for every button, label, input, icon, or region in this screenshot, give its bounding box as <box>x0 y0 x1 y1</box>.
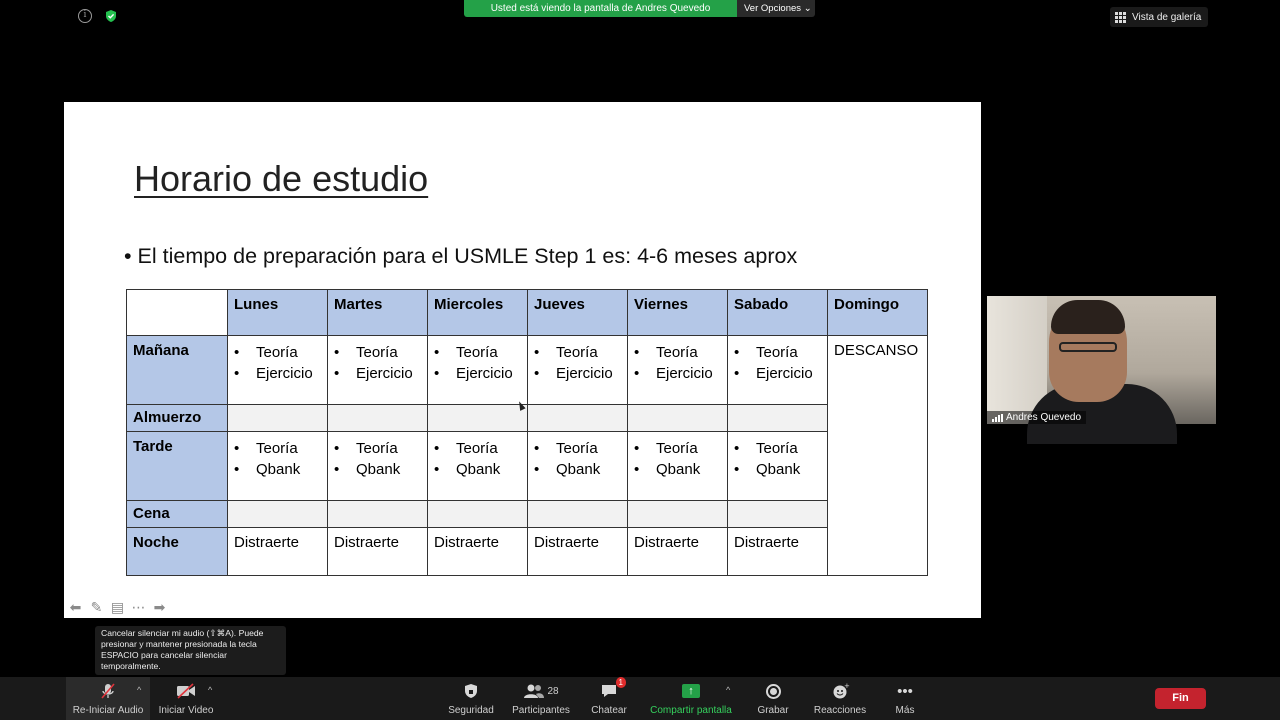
video-options-caret-icon[interactable]: ^ <box>208 685 213 695</box>
header-day: Jueves <box>528 290 628 336</box>
header-day: Martes <box>328 290 428 336</box>
table-cell <box>528 501 628 528</box>
table-cell <box>528 336 628 405</box>
screen-share-banner: Usted está viendo la pantalla de Andres Quevedo <box>464 0 737 17</box>
restart-audio-button[interactable] <box>66 677 150 720</box>
table-cell: Distraerte <box>428 528 528 576</box>
schedule-table <box>126 289 928 576</box>
gallery-view-button[interactable] <box>1110 7 1208 27</box>
table-cell <box>428 501 528 528</box>
share-screen-button[interactable] <box>646 677 736 720</box>
cell-item: • Teoría <box>234 342 321 363</box>
view-options-label: Ver Opciones <box>744 3 802 14</box>
table-cell <box>228 405 328 432</box>
cell-item: • Teoría <box>634 342 721 363</box>
table-row-morning <box>127 336 928 405</box>
cell-item: • Ejercicio <box>534 363 621 384</box>
table-cell <box>628 405 728 432</box>
table-cell <box>728 405 828 432</box>
cell-item: • Ejercicio <box>734 363 821 384</box>
view-options-button[interactable] <box>737 0 815 17</box>
reactions-button[interactable] <box>810 677 870 720</box>
row-label: Almuerzo <box>127 405 228 432</box>
record-icon <box>766 681 781 701</box>
share-screen-icon: ↑ <box>682 681 700 701</box>
cell-item: • Ejercicio <box>234 363 321 384</box>
reactions-label: Reacciones <box>813 705 867 716</box>
unmute-tooltip: Cancelar silenciar mi audio (⇧⌘A). Puede presionar y mantener presionada la tecla ESPACIO para cancelar silenciar temporalmente. <box>95 626 286 675</box>
arrow-left-icon[interactable]: ⬅ <box>69 599 82 615</box>
table-cell: Distraerte <box>728 528 828 576</box>
table-cell <box>628 336 728 405</box>
table-cell: Distraerte <box>628 528 728 576</box>
meeting-toolbar <box>0 677 1280 720</box>
table-cell <box>528 432 628 501</box>
table-row-afternoon <box>127 432 928 501</box>
video-person-glasses <box>1059 342 1117 352</box>
end-meeting-button[interactable]: Fin <box>1155 688 1206 709</box>
table-cell: Distraerte <box>228 528 328 576</box>
slide-bullet-text: El tiempo de preparación para el USMLE Step 1 es: 4-6 meses aprox <box>137 244 798 268</box>
info-icon[interactable]: i <box>78 9 92 23</box>
cell-item: • Teoría <box>734 438 821 459</box>
chat-bubble-icon <box>600 678 623 701</box>
grid-icon <box>1115 12 1126 23</box>
shared-slide <box>64 102 981 618</box>
table-cell <box>428 432 528 501</box>
table-cell <box>628 501 728 528</box>
meeting-status-icons <box>78 9 118 23</box>
cell-item: • Qbank <box>634 459 721 480</box>
row-label: Cena <box>127 501 228 528</box>
signal-strength-icon <box>992 414 1003 422</box>
cell-item: • Qbank <box>534 459 621 480</box>
cell-item: • Qbank <box>234 459 321 480</box>
table-header-row <box>127 290 928 336</box>
share-screen-label: Compartir pantalla <box>650 705 732 716</box>
more-options-icon[interactable]: ⋯ <box>131 599 146 615</box>
microphone-muted-icon <box>99 681 117 701</box>
cell-item: • Qbank <box>334 459 421 480</box>
record-label: Grabar <box>757 705 789 716</box>
table-cell <box>728 432 828 501</box>
participants-label: Participantes <box>512 705 570 716</box>
participants-button[interactable] <box>508 677 574 720</box>
table-cell: Distraerte <box>328 528 428 576</box>
start-video-button[interactable] <box>156 677 216 720</box>
sunday-cell: DESCANSO <box>828 336 928 576</box>
table-corner-cell <box>127 290 228 336</box>
chat-label: Chatear <box>591 705 627 716</box>
cell-item: • Teoría <box>734 342 821 363</box>
table-cell <box>228 501 328 528</box>
cell-item: • Ejercicio <box>634 363 721 384</box>
cell-item: • Teoría <box>434 342 521 363</box>
participants-count: 28 <box>547 685 559 697</box>
table-row-lunch <box>127 405 928 432</box>
cell-item: • Qbank <box>734 459 821 480</box>
table-cell <box>228 336 328 405</box>
table-cell <box>528 405 628 432</box>
cell-item: • Teoría <box>434 438 521 459</box>
row-label: Tarde <box>127 432 228 501</box>
header-day: Miercoles <box>428 290 528 336</box>
table-cell: Distraerte <box>528 528 628 576</box>
cell-item: • Ejercicio <box>434 363 521 384</box>
table-cell <box>428 405 528 432</box>
shield-check-icon[interactable] <box>104 9 118 23</box>
chat-button[interactable] <box>587 677 631 720</box>
table-row-dinner <box>127 501 928 528</box>
video-off-icon <box>176 681 196 701</box>
svg-text:+: + <box>843 681 850 690</box>
video-person-hair <box>1051 300 1125 334</box>
cell-item: • Teoría <box>634 438 721 459</box>
cell-item: • Teoría <box>534 438 621 459</box>
table-row-night <box>127 528 928 576</box>
participant-name-tag <box>987 411 1086 424</box>
gallery-view-label: Vista de galería <box>1132 11 1202 23</box>
record-button[interactable] <box>753 677 793 720</box>
table-cell <box>428 336 528 405</box>
cell-item: • Teoría <box>534 342 621 363</box>
slide-bullet: • El tiempo de preparación para el USMLE Step 1 es: 4-6 meses aprox <box>124 244 798 268</box>
row-label: Mañana <box>127 336 228 405</box>
table-cell <box>628 432 728 501</box>
security-button[interactable] <box>444 677 498 720</box>
chevron-down-icon: ⌄ <box>803 3 812 14</box>
more-button[interactable] <box>888 677 922 720</box>
cell-item: • Teoría <box>234 438 321 459</box>
table-cell <box>728 336 828 405</box>
security-label: Seguridad <box>448 705 494 716</box>
participant-name: Andres Quevedo <box>1006 412 1082 423</box>
table-cell <box>728 501 828 528</box>
participant-video-tile[interactable] <box>987 296 1216 424</box>
slide-title: Horario de estudio <box>134 158 429 199</box>
cell-item: • Teoría <box>334 438 421 459</box>
slides-grid-icon[interactable]: ▤ <box>110 599 125 615</box>
table-cell <box>228 432 328 501</box>
table-cell <box>328 501 428 528</box>
more-dots-icon: ••• <box>897 682 913 700</box>
header-day: Domingo <box>828 290 928 336</box>
header-day: Viernes <box>628 290 728 336</box>
cell-item: • Ejercicio <box>334 363 421 384</box>
more-label: Más <box>895 705 915 716</box>
row-label: Noche <box>127 528 228 576</box>
table-cell <box>328 432 428 501</box>
chat-unread-badge: 1 <box>616 677 626 688</box>
smiley-icon <box>832 681 849 701</box>
restart-audio-label: Re-Iniciar Audio <box>72 705 144 716</box>
shield-icon <box>463 681 479 701</box>
table-cell <box>328 336 428 405</box>
participants-icon <box>523 681 558 701</box>
header-day: Sabado <box>728 290 828 336</box>
share-options-caret-icon[interactable]: ^ <box>726 685 731 695</box>
audio-options-caret-icon[interactable]: ^ <box>137 685 142 695</box>
pencil-icon[interactable]: ✎ <box>90 599 103 615</box>
start-video-label: Iniciar Video <box>158 705 214 716</box>
cell-item: • Qbank <box>434 459 521 480</box>
table-cell <box>328 405 428 432</box>
cell-item: • Teoría <box>334 342 421 363</box>
slide-navigation-tools <box>67 599 168 616</box>
arrow-right-icon[interactable]: ➡ <box>153 599 166 615</box>
header-day: Lunes <box>228 290 328 336</box>
